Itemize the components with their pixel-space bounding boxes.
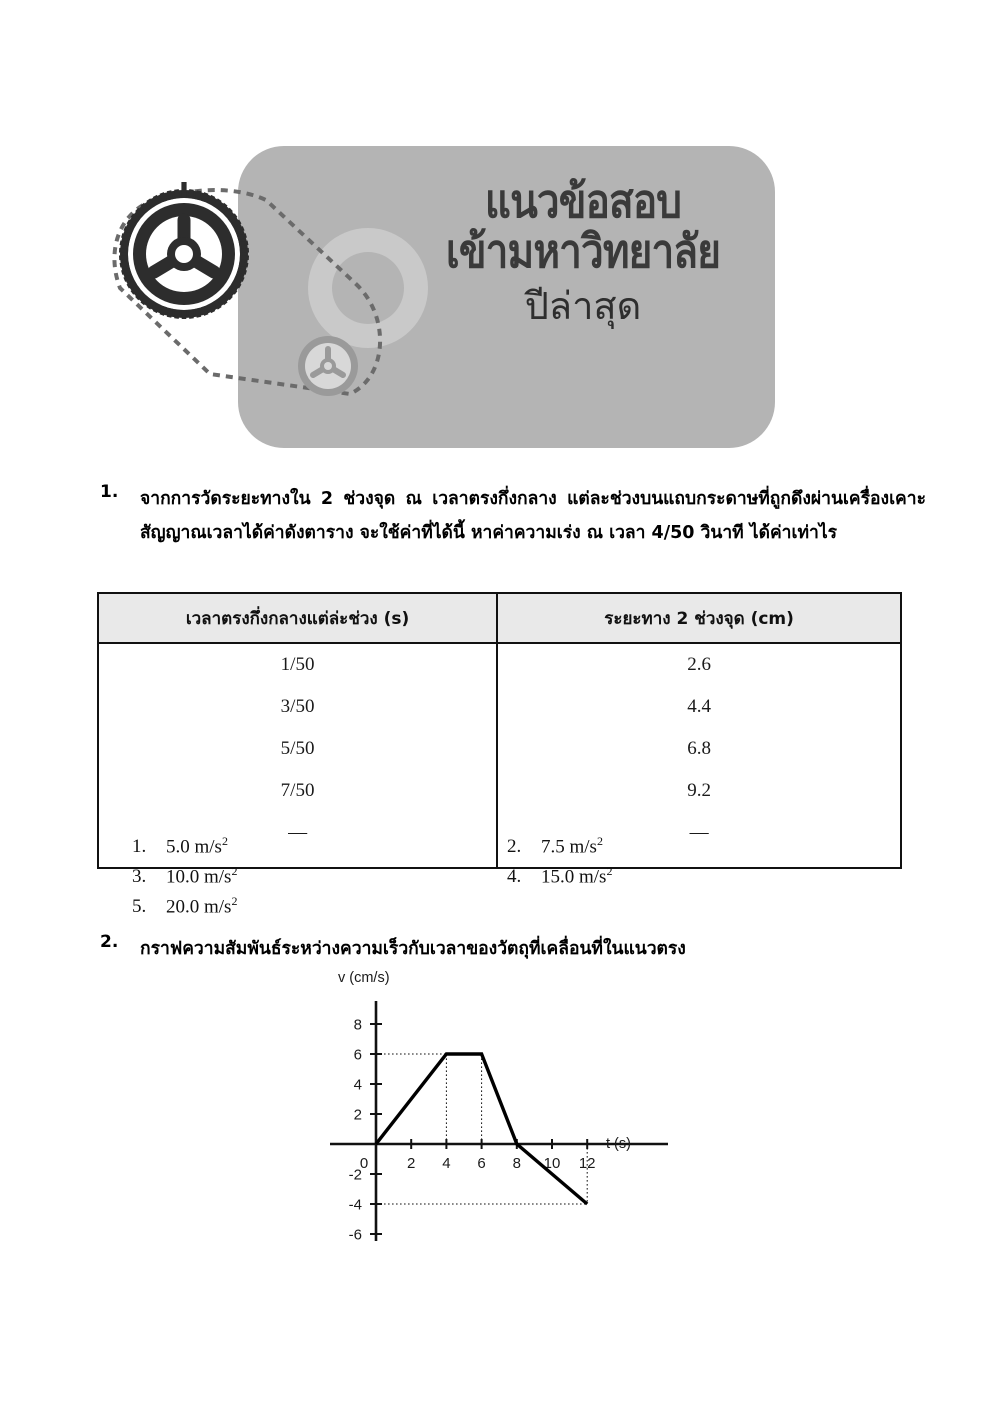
cell-time: 3/50 <box>98 686 497 728</box>
table-row <box>98 686 901 728</box>
cell-distance: 4.4 <box>497 686 901 728</box>
table-header-time: เวลาตรงกึ่งกลางแต่ล่ะช่วง (s) <box>98 593 497 643</box>
svg-text:6: 6 <box>353 1046 362 1064</box>
velocity-time-graph <box>320 966 690 1306</box>
choice-4-value: 15.0 m/s <box>541 866 607 888</box>
cell-distance: 6.8 <box>497 728 901 770</box>
gear-belt-graphic <box>98 176 418 436</box>
question-1-text: จากการวัดระยะทางใน 2 ช่วงจุด ณ เวลาตรงกึ่งกลาง แต่ละช่วงบนแถบกระดาษที่ถูกดึงผ่านเครื่องเคาะสัญญาณเวลาได้ค่าดังตาราง จะใช้ค่าที่ได้นี้ หาค่าความเร่ง ณ เวลา 4/50 วินาที ได้ค่าเท่าไร <box>140 489 926 543</box>
svg-text:0: 0 <box>359 1155 369 1172</box>
svg-text:-6: -6 <box>348 1226 362 1244</box>
cell-distance: 9.2 <box>497 770 901 812</box>
choice-2-exponent: 2 <box>596 834 603 848</box>
choice-2[interactable] <box>507 834 603 858</box>
choice-2-value: 7.5 m/s <box>541 836 597 858</box>
choice-3-value: 10.0 m/s <box>166 866 232 888</box>
cell-time: 1/50 <box>98 643 497 686</box>
banner-title-block <box>388 176 778 336</box>
graph-x-axis-label: t (s) <box>606 1136 631 1152</box>
question-2-number: 2. <box>100 932 119 952</box>
svg-text:12: 12 <box>578 1155 596 1172</box>
small-gear-icon <box>298 336 358 396</box>
choice-3-number: 3. <box>132 866 147 888</box>
question-2-text: กราฟความสัมพันธ์ระหว่างความเร็วกับเวลาของวัตถุที่เคลื่อนที่ในแนวตรง <box>140 939 686 959</box>
svg-text:-2: -2 <box>348 1166 362 1184</box>
svg-text:8: 8 <box>353 1016 362 1034</box>
svg-text:2: 2 <box>407 1155 416 1172</box>
choice-4-exponent: 2 <box>606 864 613 878</box>
table-header-row <box>98 593 901 643</box>
table-row <box>98 770 901 812</box>
choice-1-value: 5.0 m/s <box>166 836 222 858</box>
svg-text:8: 8 <box>512 1155 521 1172</box>
svg-text:-4: -4 <box>348 1196 362 1214</box>
header-banner <box>238 146 775 448</box>
svg-text:4: 4 <box>442 1155 451 1172</box>
cell-distance: — <box>497 812 901 868</box>
cell-time: — <box>98 812 497 868</box>
question-1 <box>96 482 926 550</box>
graph-y-axis-label: v (cm/s) <box>338 970 390 986</box>
measurement-table <box>97 592 902 869</box>
banner-title-line-3: ปีล่าสุด <box>524 284 642 328</box>
cell-distance: 2.6 <box>497 643 901 686</box>
choice-3[interactable] <box>132 864 237 888</box>
choice-2-number: 2. <box>507 836 522 858</box>
cell-time: 7/50 <box>98 770 497 812</box>
table-header-distance: ระยะทาง 2 ช่วงจุด (cm) <box>497 593 901 643</box>
choice-4-number: 4. <box>507 866 522 888</box>
choice-5-exponent: 2 <box>231 894 238 908</box>
svg-text:6: 6 <box>477 1155 486 1172</box>
question-1-number: 1. <box>100 482 119 502</box>
svg-text:2: 2 <box>353 1106 362 1124</box>
choice-4[interactable] <box>507 864 612 888</box>
choice-1-number: 1. <box>132 836 147 858</box>
choice-5[interactable] <box>132 894 237 918</box>
choice-1-exponent: 2 <box>221 834 228 848</box>
svg-text:4: 4 <box>353 1076 362 1094</box>
question-2 <box>96 932 926 966</box>
cell-time: 5/50 <box>98 728 497 770</box>
table-row <box>98 643 901 686</box>
choice-5-value: 20.0 m/s <box>166 896 232 918</box>
banner-title-line-1: แนวข้อสอบ <box>484 174 682 228</box>
choice-5-number: 5. <box>132 896 147 918</box>
choice-1[interactable] <box>132 834 228 858</box>
table-row <box>98 728 901 770</box>
banner-title-line-2: เข้ามหาวิทยาลัย <box>445 224 721 278</box>
choice-3-exponent: 2 <box>231 864 238 878</box>
svg-text:10: 10 <box>543 1155 561 1172</box>
